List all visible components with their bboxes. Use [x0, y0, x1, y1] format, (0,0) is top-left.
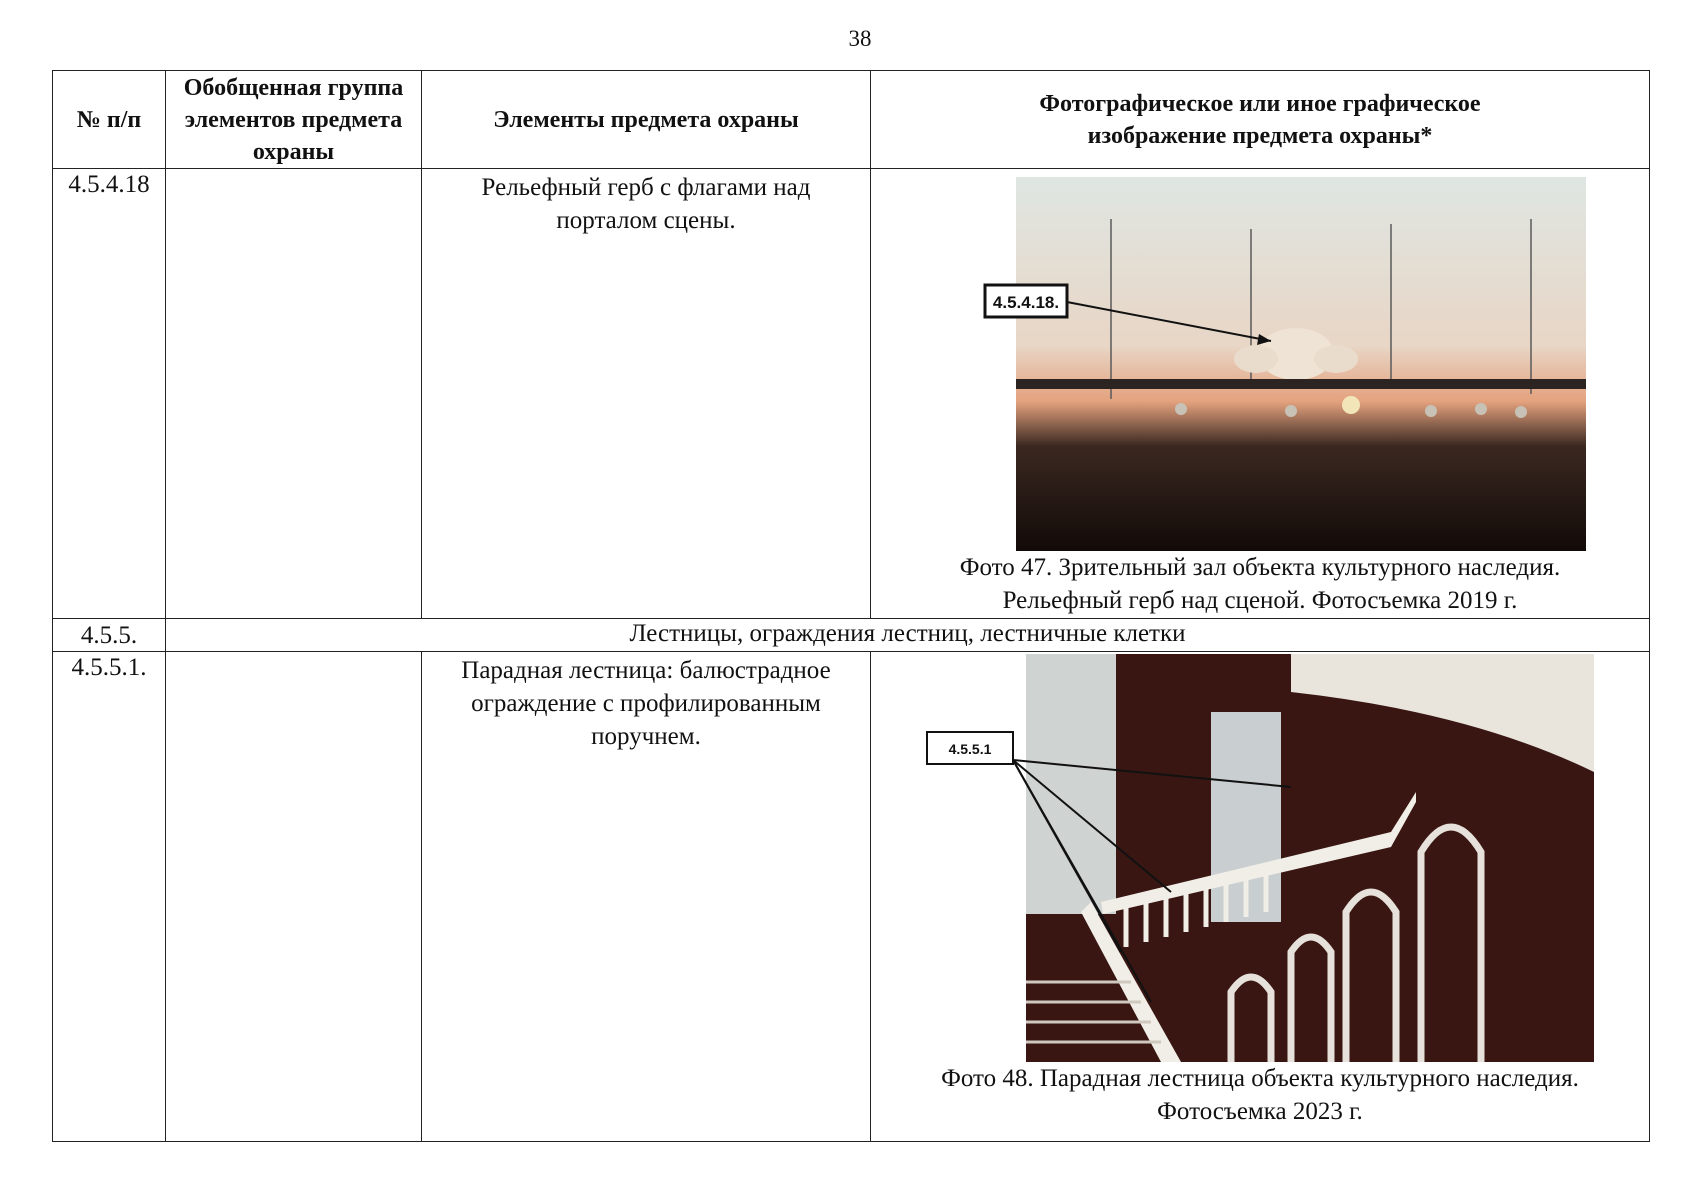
section-title: Лестницы, ограждения лестниц, лестничные клетки — [166, 619, 1650, 652]
photo-47-auditorium — [871, 169, 1650, 551]
caption-line: Фото 48. Парадная лестница объекта культурного наследия. — [941, 1065, 1579, 1092]
table-row — [53, 652, 1650, 1142]
photo-caption — [871, 1062, 1649, 1128]
row-photo-cell — [871, 652, 1650, 1142]
table-row — [53, 169, 1650, 619]
photo-48-staircase — [871, 652, 1650, 1062]
row-number: 4.5.4.18 — [53, 169, 166, 619]
header-image: Фотографическое или иное графическое изображение предмета охраны* — [871, 71, 1650, 169]
row-element: Рельефный герб с флагами над порталом сцены. — [422, 169, 871, 619]
protection-elements-table — [52, 70, 1650, 1142]
row-photo-cell — [871, 169, 1650, 619]
page-number: 38 — [848, 26, 872, 51]
row-element: Парадная лестница: балюстрадное ограждение с профилированным поручнем. — [422, 652, 871, 1142]
header-number: № п/п — [53, 71, 166, 169]
row-group — [166, 169, 422, 619]
row-number: 4.5.5.1. — [53, 652, 166, 1142]
photo-callout-label: 4.5.4.18. — [992, 293, 1060, 312]
caption-line: Рельефный герб над сценой. Фотосъемка 2019 г. — [1002, 587, 1518, 614]
table-header-row — [53, 71, 1650, 169]
section-number: 4.5.5. — [53, 619, 166, 652]
photo-caption — [871, 551, 1649, 617]
photo-callout-label: 4.5.5.1 — [948, 741, 992, 757]
header-group: Обобщенная группа элементов предмета охраны — [166, 71, 422, 169]
header-elements: Элементы предмета охраны — [422, 71, 871, 169]
row-group — [166, 652, 422, 1142]
caption-line: Фотосъемка 2023 г. — [1157, 1098, 1363, 1125]
section-row — [53, 619, 1650, 652]
caption-line: Фото 47. Зрительный зал объекта культурного наследия. — [959, 554, 1561, 581]
